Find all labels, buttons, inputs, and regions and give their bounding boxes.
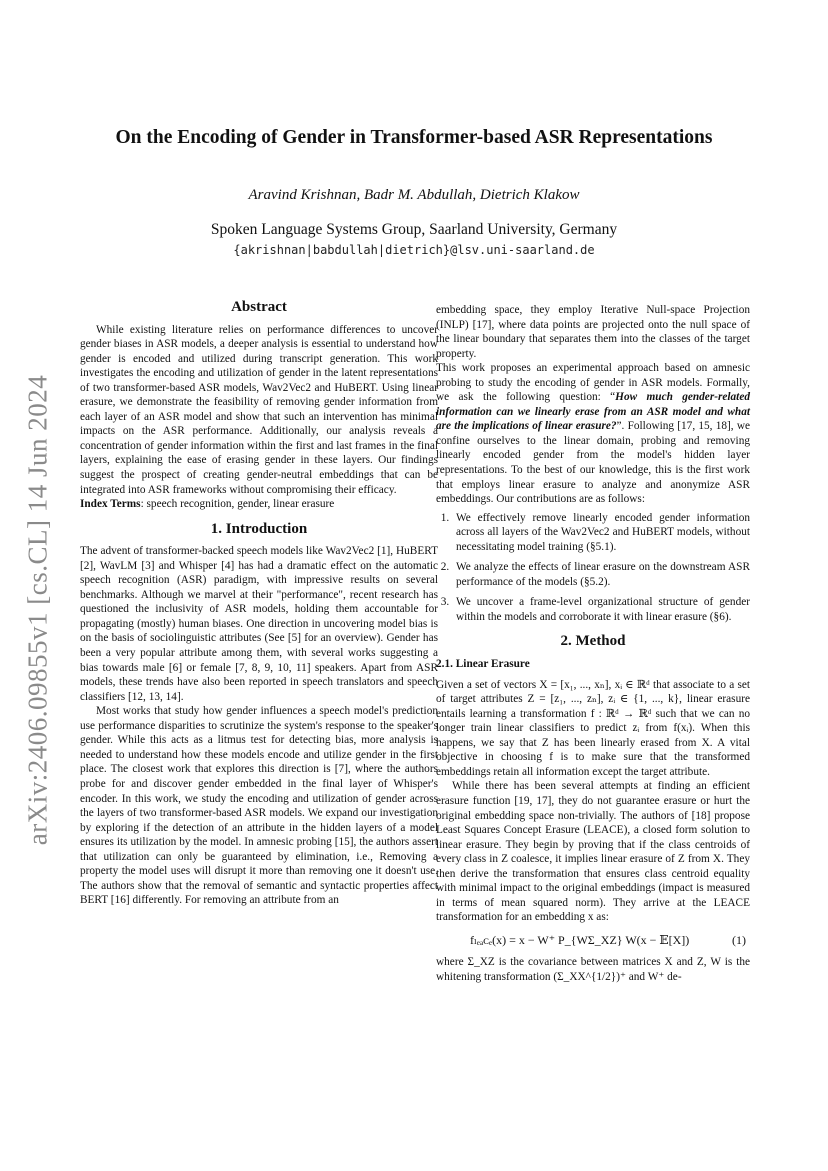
index-terms-text: : speech recognition, gender, linear erasure	[140, 498, 335, 511]
list-item: 2. We analyze the effects of linear erasure on the downstream ASR performance of the models (§5.2).	[452, 560, 750, 589]
equation-body: fₗₑₐᴄₑ(x) = x − W⁺ P_{WΣ_XZ} W(x − 𝔼[X])	[470, 932, 690, 947]
right-column	[436, 303, 750, 985]
intro-paragraph-4	[436, 361, 750, 506]
equation-number: (1)	[732, 932, 746, 947]
method-paragraph-3: where Σ_XZ is the covariance between matrices X and Z, W is the whitening transformation (Σ_XX^{1/2})⁺ and W⁺ de-	[436, 956, 750, 983]
affiliation: Spoken Language Systems Group, Saarland University, Germany	[210, 221, 618, 238]
author-list: Aravind Krishnan, Badr M. Abdullah, Dietrich Klakow	[248, 187, 580, 203]
index-terms	[80, 497, 438, 512]
method-paragraph-1: Given a set of vectors X = [x₁, ..., xₙ], xᵢ ∈ ℝᵈ that associate to a set of target attributes Z = [z₁, ..., zₙ], zᵢ ∈ {1, ..., k}, linear erasure entails learning a transformation f : ℝᵈ → ℝᵈ such that we can no longer train linear classifiers to predict zᵢ from f(xᵢ). When this happens, we say that Z has been linearly erased from X. A vital objective in choosing f is to make sure that the transformed embeddings retain all information except the target attribute.	[436, 678, 750, 778]
list-item: 3. We uncover a frame-level organizational structure of gender within the models and corroborate it with linear erasure (§6).	[452, 595, 750, 624]
abstract-heading: Abstract	[231, 299, 287, 315]
paper-title: On the Encoding of Gender in Transformer-based ASR Representations	[115, 127, 713, 148]
index-terms-label: Index Terms	[80, 498, 141, 511]
research-question: How much gender-related information can we linearly erase from an ASR model and what are the implications of linear erasure?	[436, 391, 750, 433]
arxiv-sidebar	[8, 350, 68, 870]
intro-p4-lead: This work proposes an experimental approach based on amnesic probing to study the encoding of gender in ASR models. Formally, we ask the following question: “	[436, 362, 750, 404]
intro-paragraph-2: Most works that study how gender influences a speech model's prediction use performance disparities to scrutinize the system's response to the speaker's gender. While this acts as a litmus test for detecting bias, more analysis is needed to understand how these models encode and utilize gender in the first place. The closest work that explores this direction is [7], where the authors probe for and discover gender embedded in the final layer of Whisper's encoder. In this work, we study the encoding and utilization of gender across the layers of two transformer-based ASR models. We expand our investigation by exploring if the detection of an attribute in the hidden layers of a model ensures its utilization by the model. In amnesic probing [15], the authors assert that utilization can only be guaranteed by elimination, i.e., Removing a property the model uses will disrupt it more than removing one it doesn't use. The authors show that the removal of semantic and syntactic properties affect BERT [16] differently. For removing an attribute from an	[80, 705, 438, 907]
intro-paragraph-1: The advent of transformer-backed speech models like Wav2Vec2 [1], HuBERT [2], WavLM [3] and Whisper [4] has had a dramatic effect on the automatic speech recognition (ASR) paradigm, with impressive results on several benchmarks. Although we marvel at their "performance", recent research has questioned the inclusivity of ASR models, holding them accountable for propagating (mostly) human biases. One direction in uncovering model bias is on the basis of sociolinguistic attributes (See [5] for an overview). Gender has been a very popular attribute among them, with several works suggesting a bias towards male [6] or female [7, 8, 9, 10, 11] speakers. Apart from ASR models, these trends have also been reported in speech translators and speech classifiers [12, 13, 14].	[80, 545, 438, 703]
leace-equation	[436, 933, 750, 948]
left-column	[80, 300, 438, 908]
contributions-list	[436, 511, 750, 625]
intro-p4-rest: ”. Following [17, 15, 18], we confine ourselves to the linear domain, probing and removing linearly encoded gender from the model's hidden layer representations. To the best of our knowledge, this is the first work that employs linear erasure to analyze and anonymize ASR embeddings. Our contributions are as follows:	[436, 420, 750, 506]
method-paragraph-2: While there has been several attempts at finding an efficient erasure function [19, 17], they do not guarantee erasure or hurt the original embedding space non-trivially. The authors of [18] propose Least Squares Concept Erasure (LEACE), a closed form solution to linear erasure. They begin by proving that if the class centroids of every class in Z coalesce, it implies linear erasure of Z from X. They then derive the transformation that ensures class centroid equality with minimal impact to the original embeddings (impact is measured in terms of mean squared norm). They arrive at the LEACE transformation for an embedding x as:	[436, 780, 750, 924]
intro-paragraph-3: embedding space, they employ Iterative Null-space Projection (INLP) [17], where data points are projected onto the null space of the linear boundary that separates them into the classes of the target property.	[436, 304, 750, 360]
method-heading: 2. Method	[560, 633, 626, 650]
linear-erasure-subheading: 2.1. Linear Erasure	[436, 658, 530, 671]
abstract-text: While existing literature relies on performance differences to uncover gender biases in ASR models, a deeper analysis is essential to understand how gender is encoded and utilized during transcript generation. This work investigates the encoding and utilization of gender in the latent representations of two transformer-based ASR models, Wav2Vec2 and HuBERT. Using linear erasure, we demonstrate the feasibility of removing gender information from each layer of an ASR model and show that such an intervention has minimal impacts on the ASR performance. Additionally, our analysis reveals a concentration of gender information within the first and last frames in the final layers, explaining the ease of erasing gender in these layers. Our findings suggest the prospect of creating gender-neutral embeddings that can be integrated into ASR frameworks without compromising their efficacy.	[80, 323, 438, 496]
author-emails: {akrishnan|babdullah|dietrich}@lsv.uni-saarland.de	[233, 243, 595, 257]
list-item: 1. We effectively remove linearly encoded gender information across all layers of the Wav2Vec2 and HuBERT models, without necessitating model training (§5.1).	[452, 511, 750, 555]
arxiv-identifier: arXiv:2406.09855v1 [cs.CL] 14 Jun 2024	[22, 374, 53, 846]
introduction-heading: 1. Introduction	[210, 520, 308, 537]
